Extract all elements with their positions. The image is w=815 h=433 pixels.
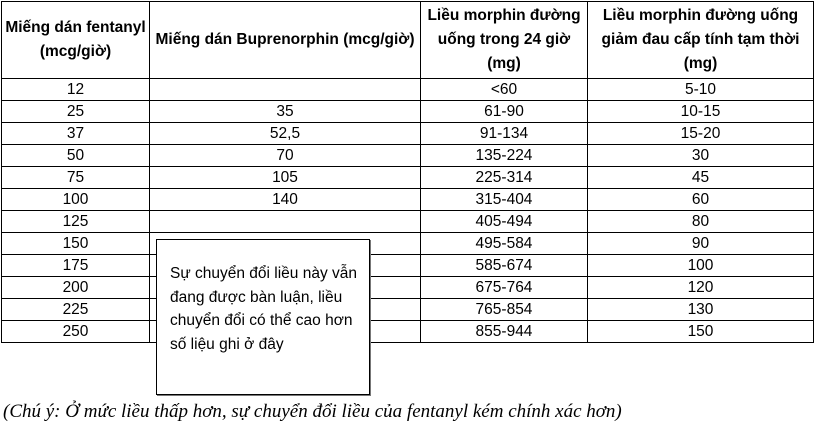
cell-fentanyl: 125: [2, 211, 150, 233]
cell-fentanyl: 75: [2, 167, 150, 189]
cell-morphin-24h: 61-90: [421, 101, 588, 123]
cell-morphin-acute: 60: [588, 189, 814, 211]
cell-fentanyl: 100: [2, 189, 150, 211]
table-header-row: [2, 2, 814, 79]
table-row: [2, 277, 814, 299]
table-row: [2, 123, 814, 145]
cell-morphin-acute: 15-20: [588, 123, 814, 145]
table-row: [2, 189, 814, 211]
cell-morphin-24h: 765-854: [421, 299, 588, 321]
cell-fentanyl: 12: [2, 79, 150, 101]
table-row: [2, 255, 814, 277]
cell-morphin-acute: 130: [588, 299, 814, 321]
table-row: [2, 211, 814, 233]
cell-morphin-acute: 45: [588, 167, 814, 189]
cell-morphin-24h: 405-494: [421, 211, 588, 233]
cell-buprenorphin: 70: [150, 145, 421, 167]
note-box: Sự chuyển đổi liều này vẫn đang được bàn luận, liều chuyển đổi có thể cao hơn số liệu ghi ở đây: [156, 239, 370, 395]
cell-morphin-acute: 150: [588, 321, 814, 343]
table-row: [2, 167, 814, 189]
cell-fentanyl: 37: [2, 123, 150, 145]
cell-morphin-24h: 495-584: [421, 233, 588, 255]
header-morphin-acute: Liều morphin đường uống giảm đau cấp tính tạm thời (mg): [588, 2, 814, 79]
cell-buprenorphin: 140: [150, 189, 421, 211]
table-row: [2, 79, 814, 101]
table-body: [2, 79, 814, 343]
cell-fentanyl: 200: [2, 277, 150, 299]
cell-morphin-24h: 225-314: [421, 167, 588, 189]
cell-morphin-24h: 91-134: [421, 123, 588, 145]
table-row: [2, 145, 814, 167]
header-fentanyl: Miếng dán fentanyl (mcg/giờ): [2, 2, 150, 79]
cell-fentanyl: 225: [2, 299, 150, 321]
cell-fentanyl: 250: [2, 321, 150, 343]
cell-morphin-24h: 855-944: [421, 321, 588, 343]
cell-morphin-acute: 10-15: [588, 101, 814, 123]
conversion-table: [1, 1, 814, 343]
cell-fentanyl: 150: [2, 233, 150, 255]
header-buprenorphin: Miếng dán Buprenorphin (mcg/giờ): [150, 2, 421, 79]
header-morphin-24h: Liều morphin đường uống trong 24 giờ (mg): [421, 2, 588, 79]
footnote: (Chú ý: Ở mức liều thấp hơn, sự chuyển đổi liều của fentanyl kém chính xác hơn): [3, 401, 622, 422]
cell-morphin-acute: 80: [588, 211, 814, 233]
table-row: [2, 321, 814, 343]
cell-morphin-acute: 5-10: [588, 79, 814, 101]
cell-morphin-24h: 135-224: [421, 145, 588, 167]
cell-buprenorphin: 105: [150, 167, 421, 189]
cell-fentanyl: 50: [2, 145, 150, 167]
cell-morphin-acute: 30: [588, 145, 814, 167]
cell-morphin-24h: 585-674: [421, 255, 588, 277]
cell-buprenorphin: [150, 211, 421, 233]
cell-buprenorphin: [150, 79, 421, 101]
cell-buprenorphin: 52,5: [150, 123, 421, 145]
cell-fentanyl: 175: [2, 255, 150, 277]
table-row: [2, 233, 814, 255]
cell-morphin-acute: 120: [588, 277, 814, 299]
table-row: [2, 101, 814, 123]
cell-morphin-acute: 90: [588, 233, 814, 255]
cell-morphin-acute: 100: [588, 255, 814, 277]
cell-buprenorphin: 35: [150, 101, 421, 123]
cell-morphin-24h: 675-764: [421, 277, 588, 299]
cell-morphin-24h: <60: [421, 79, 588, 101]
cell-morphin-24h: 315-404: [421, 189, 588, 211]
table-row: [2, 299, 814, 321]
cell-fentanyl: 25: [2, 101, 150, 123]
